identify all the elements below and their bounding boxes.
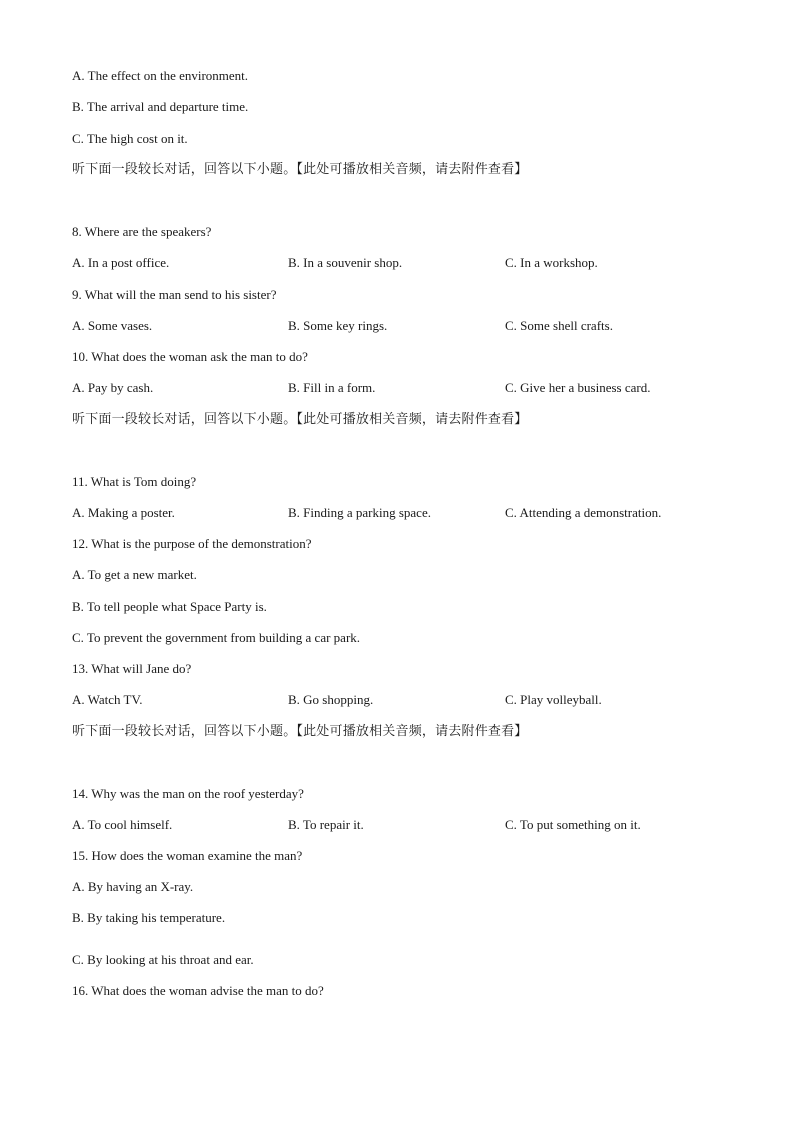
options-9 bbox=[72, 318, 772, 334]
option-13a: A. Watch TV. bbox=[72, 692, 143, 707]
option-12a: A. To get a new market. bbox=[72, 567, 197, 582]
options-11 bbox=[72, 505, 772, 521]
question-14: 14. Why was the man on the roof yesterday? bbox=[72, 786, 304, 801]
option-15c: C. By looking at his throat and ear. bbox=[72, 952, 254, 967]
option-10a: A. Pay by cash. bbox=[72, 380, 154, 395]
question-16: 16. What does the woman advise the man to do? bbox=[72, 983, 324, 998]
option-9c: C. Some shell crafts. bbox=[505, 318, 613, 333]
option-13c: C. Play volleyball. bbox=[505, 692, 602, 707]
option-10b: B. Fill in a form. bbox=[288, 380, 376, 395]
option-14a: A. To cool himself. bbox=[72, 817, 173, 832]
option-11c: C. Attending a demonstration. bbox=[505, 505, 662, 520]
option-14c: C. To put something on it. bbox=[505, 817, 641, 832]
question-11: 11. What is Tom doing? bbox=[72, 474, 197, 489]
option-12b: B. To tell people what Space Party is. bbox=[72, 599, 267, 614]
question-9: 9. What will the man send to his sister? bbox=[72, 287, 277, 302]
section-instruction: 听下面一段较长对话，回答以下小题。【此处可播放相关音频，请去附件查看】 bbox=[72, 162, 528, 177]
question-15: 15. How does the woman examine the man? bbox=[72, 848, 303, 863]
option-a-prev: A. The effect on the environment. bbox=[72, 68, 249, 83]
section-instruction: 听下面一段较长对话，回答以下小题。【此处可播放相关音频，请去附件查看】 bbox=[72, 412, 528, 427]
options-10 bbox=[72, 380, 772, 396]
option-11b: B. Finding a parking space. bbox=[288, 505, 431, 520]
section-instruction: 听下面一段较长对话，回答以下小题。【此处可播放相关音频，请去附件查看】 bbox=[72, 724, 528, 739]
option-11a: A. Making a poster. bbox=[72, 505, 175, 520]
options-14 bbox=[72, 817, 772, 833]
option-b-prev: B. The arrival and departure time. bbox=[72, 99, 249, 114]
option-9b: B. Some key rings. bbox=[288, 318, 388, 333]
options-13 bbox=[72, 692, 772, 708]
options-8 bbox=[72, 255, 772, 271]
question-8: 8. Where are the speakers? bbox=[72, 224, 212, 239]
option-8a: A. In a post office. bbox=[72, 255, 170, 270]
option-9a: A. Some vases. bbox=[72, 318, 153, 333]
option-c-prev: C. The high cost on it. bbox=[72, 131, 188, 146]
option-8b: B. In a souvenir shop. bbox=[288, 255, 403, 270]
question-10: 10. What does the woman ask the man to do? bbox=[72, 349, 308, 364]
option-12c: C. To prevent the government from building a car park. bbox=[72, 630, 361, 645]
question-12: 12. What is the purpose of the demonstration? bbox=[72, 536, 312, 551]
option-13b: B. Go shopping. bbox=[288, 692, 374, 707]
option-15a: A. By having an X-ray. bbox=[72, 879, 194, 894]
option-8c: C. In a workshop. bbox=[505, 255, 598, 270]
option-14b: B. To repair it. bbox=[288, 817, 364, 832]
option-10c: C. Give her a business card. bbox=[505, 380, 651, 395]
option-15b: B. By taking his temperature. bbox=[72, 910, 226, 925]
question-13: 13. What will Jane do? bbox=[72, 661, 192, 676]
